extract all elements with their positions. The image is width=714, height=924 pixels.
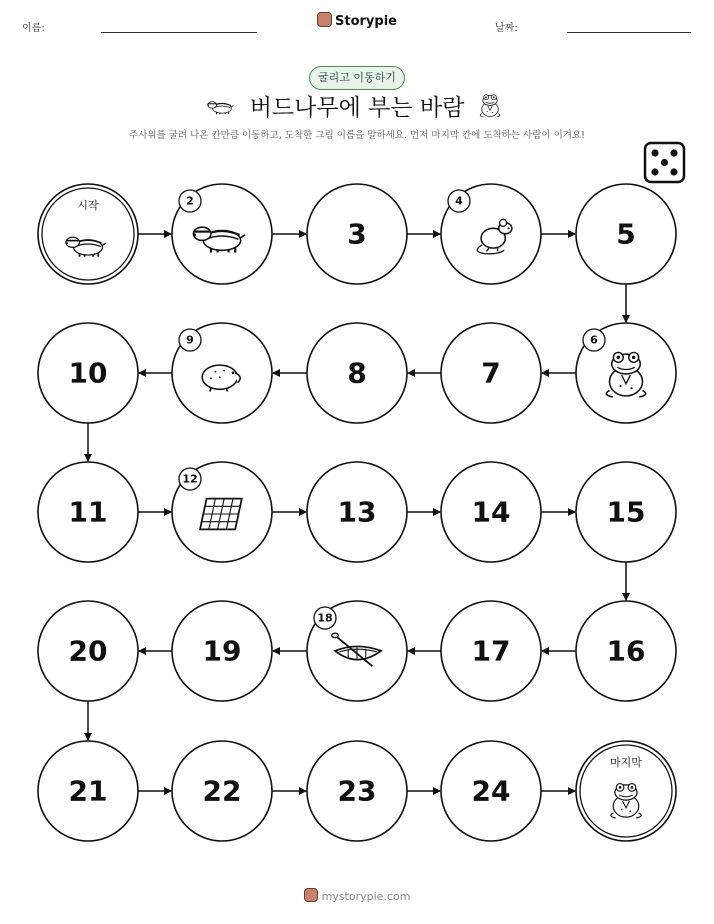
space-caption: 시작 bbox=[77, 199, 99, 212]
board-space[interactable] bbox=[576, 323, 676, 423]
dice-five-icon[interactable] bbox=[645, 143, 684, 182]
space-number: 3 bbox=[347, 217, 367, 251]
space-number: 21 bbox=[68, 774, 108, 808]
footer bbox=[0, 888, 714, 903]
instructions: 주사위를 굴려 나온 칸만큼 이동하고, 도착한 그림 이름을 말하세요. 먼저 마지막 칸에 도착하는 사람이 이겨요! bbox=[129, 130, 585, 141]
space-number: 7 bbox=[481, 356, 501, 390]
board-spaces bbox=[38, 184, 676, 841]
board-space[interactable] bbox=[172, 184, 272, 284]
page-title: 버드나무에 부는 바람 bbox=[249, 95, 465, 121]
space-number: 20 bbox=[68, 634, 108, 668]
board-space[interactable] bbox=[307, 184, 407, 284]
board-space[interactable] bbox=[576, 601, 676, 701]
space-number: 24 bbox=[471, 774, 511, 808]
board-space[interactable] bbox=[38, 741, 138, 841]
board-space[interactable] bbox=[576, 184, 676, 284]
space-number: 11 bbox=[68, 495, 108, 529]
space-number: 18 bbox=[317, 611, 333, 625]
space-number: 2 bbox=[186, 194, 194, 208]
board-space[interactable] bbox=[441, 601, 541, 701]
board-space[interactable] bbox=[172, 741, 272, 841]
date-label: 날짜: bbox=[495, 23, 518, 34]
board-space[interactable] bbox=[307, 741, 407, 841]
board-space[interactable] bbox=[172, 462, 272, 562]
space-caption: 마지막 bbox=[610, 756, 642, 769]
board-space[interactable] bbox=[307, 323, 407, 423]
brand-name: Storypie bbox=[335, 14, 397, 29]
footer-url[interactable]: mystorypie.com bbox=[321, 890, 411, 903]
space-number: 5 bbox=[616, 217, 636, 251]
space-number: 8 bbox=[347, 356, 367, 390]
board-space[interactable] bbox=[307, 462, 407, 562]
toad-icon bbox=[480, 95, 500, 117]
finish-space[interactable] bbox=[576, 741, 676, 841]
space-number: 23 bbox=[337, 774, 377, 808]
space-number: 19 bbox=[202, 634, 242, 668]
board-space[interactable] bbox=[38, 462, 138, 562]
storypie-mascot-icon bbox=[304, 888, 318, 902]
board-space[interactable] bbox=[307, 601, 407, 701]
board-space[interactable] bbox=[441, 462, 541, 562]
board-space[interactable] bbox=[172, 601, 272, 701]
space-number: 12 bbox=[182, 472, 198, 486]
board-space[interactable] bbox=[576, 462, 676, 562]
board-space[interactable] bbox=[38, 323, 138, 423]
board-space[interactable] bbox=[441, 323, 541, 423]
space-number: 17 bbox=[471, 634, 511, 668]
net-icon bbox=[200, 499, 242, 530]
board-space[interactable] bbox=[172, 323, 272, 423]
game-type-badge: 굴리고 이동하기 bbox=[309, 66, 405, 90]
board-space[interactable] bbox=[38, 601, 138, 701]
space-number: 14 bbox=[471, 495, 511, 529]
badger-icon bbox=[207, 102, 233, 115]
board-space[interactable] bbox=[441, 184, 541, 284]
space-number: 13 bbox=[337, 495, 377, 529]
space-number: 22 bbox=[202, 774, 242, 808]
space-number: 15 bbox=[606, 495, 646, 529]
space-number: 10 bbox=[68, 356, 108, 390]
space-number: 9 bbox=[186, 333, 194, 347]
board-space[interactable] bbox=[441, 741, 541, 841]
space-number: 16 bbox=[606, 634, 646, 668]
start-space[interactable] bbox=[38, 184, 138, 284]
name-label: 이름: bbox=[22, 23, 45, 34]
space-number: 6 bbox=[590, 333, 598, 347]
space-number: 4 bbox=[455, 194, 463, 208]
